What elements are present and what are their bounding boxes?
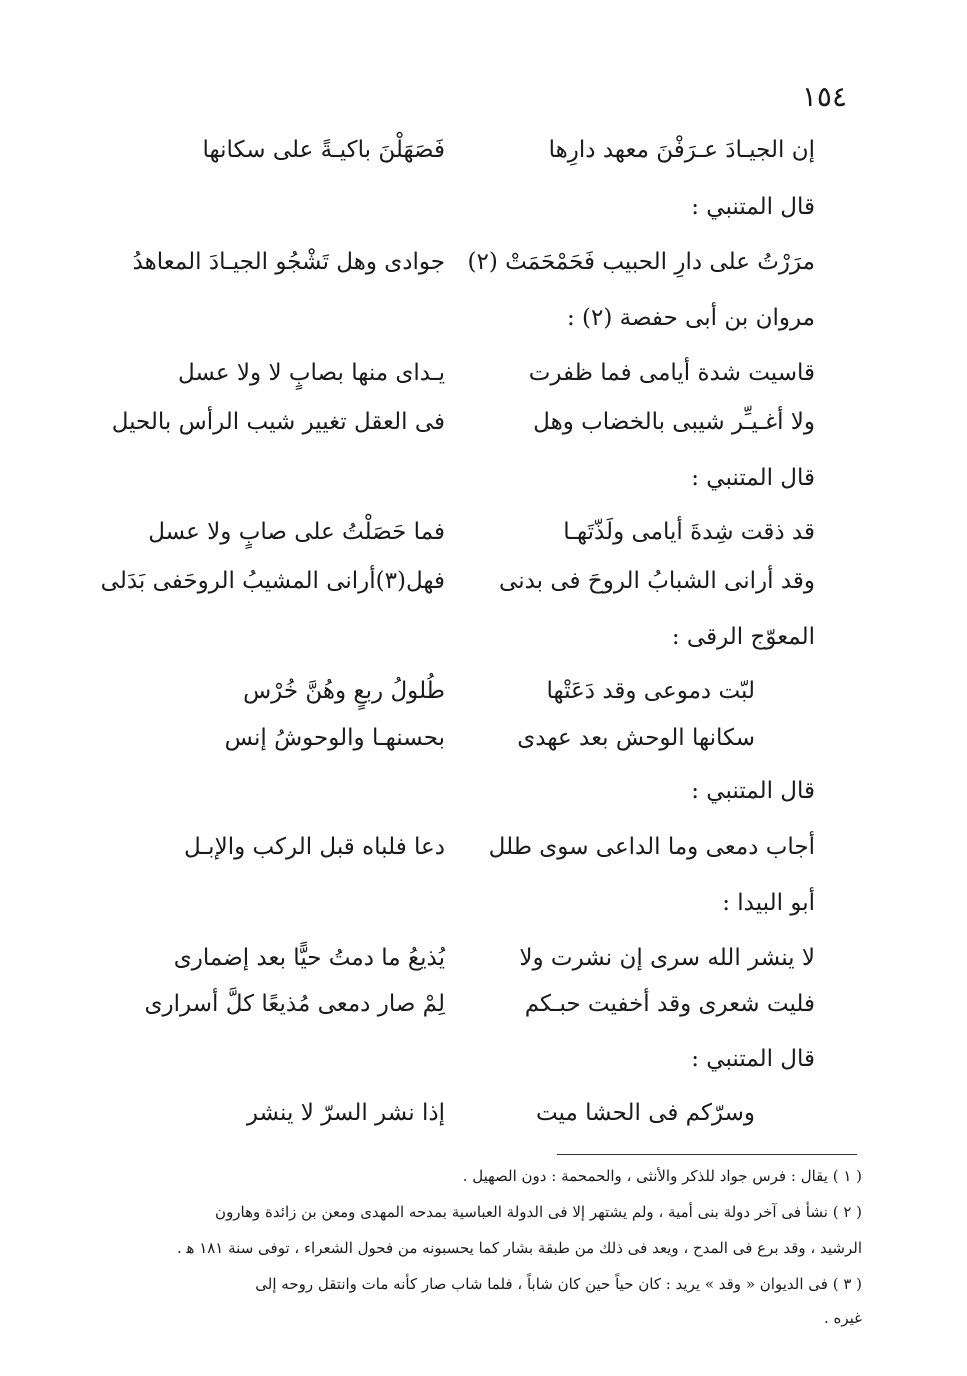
poet-heading [0, 1039, 967, 1089]
verse-first-hemistich: لا ينشر الله سرى إن نشرت ولا [519, 945, 815, 971]
verse-first-hemistich: أجاب دمعى وما الداعى سوى طلل [488, 834, 815, 860]
verse-first-hemistich: وسرّكم فى الحشا ميت [535, 1100, 755, 1126]
verse-second-hemistich: فى العقل تغيير شيب الرأس بالحيل [111, 409, 445, 435]
poet-heading [0, 883, 967, 933]
verse-line [0, 827, 967, 877]
verse-second-hemistich: فهل(٣)أرانى المشيبُ الروحَفى بَدَلى [100, 568, 445, 594]
verse-second-hemistich: بحسنهـا والوحوشُ إنس [224, 725, 445, 751]
poet-heading [0, 771, 967, 821]
verse-second-hemistich: دعا فلباه قبل الركب والإبـل [184, 834, 445, 860]
poet-heading-text: قال المتنبي : [691, 465, 815, 491]
page-number: ١٥٤ [801, 80, 847, 113]
poet-heading-text: قال المتنبي : [691, 194, 815, 220]
verse-line [0, 130, 967, 180]
verse-first-hemistich: قاسيت شدة أيامى فما ظفرت [528, 360, 815, 386]
verse-second-hemistich: يُذيعُ ما دمتُ حيًّا بعد إضمارى [173, 945, 445, 971]
poet-heading-text: أبو البيدا : [722, 890, 815, 916]
poet-heading-text: المعوّج الرقى : [671, 624, 815, 650]
footnote: ( ٣ ) فى الديوان « وقد » يريد : كان حياً حين كان شاباً ، فلما شاب صار كأنه مات وانتقل روحه إلى [255, 1275, 862, 1293]
poet-heading [0, 458, 967, 508]
verse-line [0, 402, 967, 452]
poet-heading-text: قال المتنبي : [691, 1046, 815, 1072]
poet-heading [0, 298, 967, 348]
footnote-continuation: الرشيد ، وقد برع فى المدح ، ويعد فى ذلك من طبقة بشار كما يحسبونه من فحول الشعراء ، توفى سنة ١٨١ ﻫ . [176, 1239, 862, 1257]
verse-first-hemistich: وقد أرانى الشبابُ الروحَ فى بدنى [499, 568, 815, 594]
poet-heading-text: قال المتنبي : [691, 778, 815, 804]
verse-line [0, 671, 967, 721]
verse-line [0, 242, 967, 292]
poet-heading [0, 617, 967, 667]
verse-line [0, 984, 967, 1034]
verse-first-hemistich: لبّت دموعى وقد دَعَتْها [546, 678, 755, 704]
footnote: ( ٢ ) نشأ فى آخر دولة بنى أمية ، ولم يشتهر إلا فى الدولة العباسية بمدحه المهدى ومعن بن زائدة وهارون [215, 1203, 862, 1221]
poet-heading-text: مروان بن أبى حفصة (٢) : [566, 305, 815, 331]
verse-first-hemistich: فليت شعرى وقد أخفيت حبـكم [524, 991, 815, 1017]
verse-second-hemistich: طُلولُ ربعٍ وهُنَّ خُرْس [243, 678, 445, 704]
verse-second-hemistich: فَصَهَلْنَ باكيـةً على سكانها [202, 137, 445, 163]
footnote-separator [557, 1154, 857, 1155]
verse-second-hemistich: جوادى وهل تَشْجُو الجيـادَ المعاهدُ [132, 249, 445, 275]
verse-first-hemistich: قد ذقت شِدةَ أيامى ولَذّتَهـا [563, 519, 815, 545]
verse-line [0, 938, 967, 988]
verse-first-hemistich: مرَرْتُ على دارِ الحبيب فَحَمْحَمَتْ (٢) [467, 249, 815, 275]
verse-line [0, 353, 967, 403]
footnote: ( ١ ) يقال : فرس جواد للذكر والأنثى ، والحمحمة : دون الصهيل . [462, 1167, 862, 1185]
verse-second-hemistich: يـداى منها بصابٍ لا ولا عسل [177, 360, 445, 386]
verse-line [0, 512, 967, 562]
verse-first-hemistich: إن الجيـادَ عـرَفْنَ معهد دارِها [548, 137, 815, 163]
verse-second-hemistich: إذا نشر السرّ لا ينشر [246, 1100, 445, 1126]
verse-second-hemistich: لِمْ صار دمعى مُذيعًا كلَّ أسرارى [144, 991, 445, 1017]
verse-line [0, 718, 967, 768]
verse-line [0, 1093, 967, 1143]
footnote-continuation: غيره . [823, 1309, 862, 1327]
verse-first-hemistich: ولا أغـيـِّر شيبى بالخضاب وهل [533, 409, 815, 435]
verse-first-hemistich: سكانها الوحش بعد عهدى [517, 725, 755, 751]
verse-line [0, 561, 967, 611]
poet-heading [0, 187, 967, 237]
verse-second-hemistich: فما حَصَلْتُ على صابٍ ولا عسل [148, 519, 445, 545]
